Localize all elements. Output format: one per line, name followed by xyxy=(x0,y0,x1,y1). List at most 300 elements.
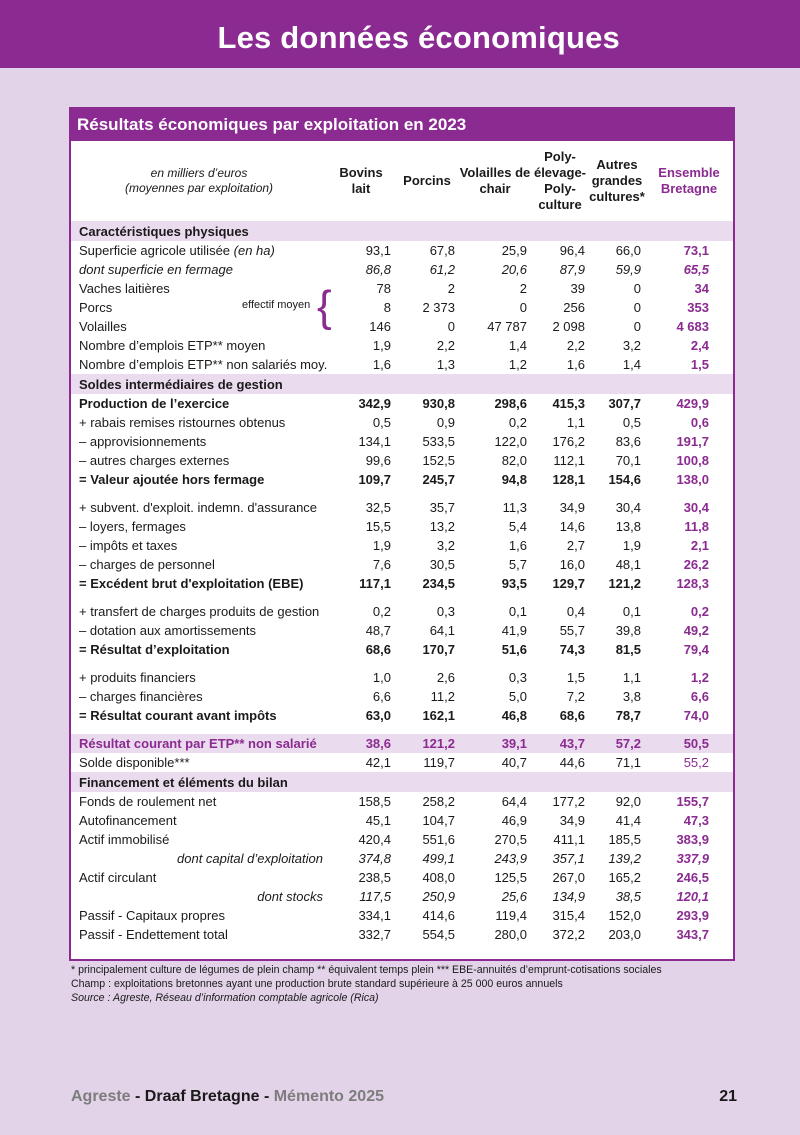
cell-value xyxy=(327,772,395,792)
cell-value: 57,2 xyxy=(589,734,645,753)
cell-value: 2 xyxy=(519,281,527,296)
cell-ensemble: 0,6 xyxy=(690,415,709,430)
cell-value: 5,4 xyxy=(508,519,527,534)
cell-ensemble: 2,4 xyxy=(690,338,709,353)
cell-value xyxy=(589,221,645,241)
cell-value: 2,2 xyxy=(566,338,585,353)
cell-value: 82,0 xyxy=(501,453,527,468)
row-label: Solde disponible*** xyxy=(79,755,190,770)
cell-value: 39,1 xyxy=(459,734,531,753)
row-spacer xyxy=(71,659,733,668)
row-label: Fonds de roulement net xyxy=(79,794,217,809)
cell-value: 48,7 xyxy=(365,623,391,638)
cell-ensemble: 4 683 xyxy=(676,319,709,334)
cell-value xyxy=(327,221,395,241)
cell-value xyxy=(531,221,589,241)
row-label: – loyers, fermages xyxy=(79,519,186,534)
cell-value: 499,1 xyxy=(422,851,455,866)
cell-value: 238,5 xyxy=(358,870,391,885)
cell-value: 1,0 xyxy=(372,670,391,685)
footnote-source: Source : Agreste, Réseau d’information comptable agricole (Rica) xyxy=(71,992,379,1004)
table-row xyxy=(71,536,733,555)
cell-value: 134,9 xyxy=(552,889,585,904)
cell-value: 2,2 xyxy=(436,338,455,353)
cell-value: 0,5 xyxy=(372,415,391,430)
cell-value: 411,1 xyxy=(553,832,585,847)
table-row xyxy=(71,792,733,811)
table-row xyxy=(71,451,733,470)
cell-ensemble: 343,7 xyxy=(676,927,709,942)
cell-value: 162,1 xyxy=(422,708,455,723)
row-label: Superficie agricole utilisée (en ha) xyxy=(79,243,275,258)
cell-ensemble: 138,0 xyxy=(676,472,709,487)
cell-ensemble: 383,9 xyxy=(676,832,709,847)
col-header-autres-cultures: Autres grandes cultures* xyxy=(589,157,645,204)
cell-ensemble: 100,8 xyxy=(676,453,709,468)
cell-ensemble: 246,5 xyxy=(676,870,709,885)
table-row xyxy=(71,849,733,868)
cell-value: 408,0 xyxy=(422,870,455,885)
cell-ensemble: 30,4 xyxy=(683,500,709,515)
cell-ensemble: 0,2 xyxy=(690,604,709,619)
col-header-porcins: Porcins xyxy=(403,173,451,188)
cell-value xyxy=(589,374,645,394)
cell-value: 2,6 xyxy=(436,670,455,685)
cell-ensemble: 47,3 xyxy=(683,813,709,828)
cell-ensemble: 353 xyxy=(687,300,709,315)
table-row xyxy=(71,830,733,849)
cell-value: 47 787 xyxy=(487,319,527,334)
cell-value: 99,6 xyxy=(365,453,391,468)
cell-ensemble: 55,2 xyxy=(683,755,709,770)
row-label: – autres charges externes xyxy=(79,453,230,468)
cell-ensemble: 50,5 xyxy=(645,734,733,753)
table-row xyxy=(71,355,733,374)
cell-value: 30,4 xyxy=(615,500,641,515)
row-spacer xyxy=(71,725,733,734)
cell-value: 234,5 xyxy=(422,576,455,591)
cell-value: 61,2 xyxy=(429,262,455,277)
cell-value: 2 373 xyxy=(422,300,455,315)
cell-ensemble: 293,9 xyxy=(676,908,709,923)
cell-value: 1,4 xyxy=(622,357,641,372)
section-header-row xyxy=(71,374,733,394)
cell-value xyxy=(589,772,645,792)
cell-value: 66,0 xyxy=(615,243,641,258)
row-label: dont superficie en fermage xyxy=(79,262,233,277)
row-label: Nombre d’emplois ETP** non salariés moy. xyxy=(79,357,328,372)
cell-value: 0 xyxy=(447,319,455,334)
row-label: Autofinancement xyxy=(79,813,177,828)
cell-value: 165,2 xyxy=(608,870,641,885)
cell-value: 86,8 xyxy=(365,262,391,277)
cell-value: 1,9 xyxy=(372,538,391,553)
row-label: + subvent. d'exploit. indemn. d'assurance xyxy=(79,500,318,515)
cell-value: 1,3 xyxy=(436,357,455,372)
table-row xyxy=(71,298,733,317)
table-row xyxy=(71,517,733,536)
row-label: dont stocks xyxy=(257,889,323,904)
table-row xyxy=(71,470,733,489)
cell-value: 93,5 xyxy=(501,576,527,591)
table-row xyxy=(71,574,733,593)
cell-value: 83,6 xyxy=(615,434,641,449)
cell-value: 0,2 xyxy=(508,415,527,430)
cell-value: 0,2 xyxy=(372,604,391,619)
cell-value: 5,7 xyxy=(508,557,527,572)
cell-ensemble: 74,0 xyxy=(683,708,709,723)
col-header-bovins-lait: Bovins lait xyxy=(339,165,383,196)
cell-value: 30,5 xyxy=(429,557,455,572)
cell-value: 176,2 xyxy=(552,434,585,449)
row-label: – dotation aux amortissements xyxy=(79,623,257,638)
cell-value: 245,7 xyxy=(422,472,455,487)
cell-value: 39,8 xyxy=(615,623,641,638)
cell-value: 152,5 xyxy=(422,453,455,468)
page-number: 21 xyxy=(719,1088,737,1105)
cell-value: 154,6 xyxy=(608,472,641,487)
cell-value: 334,1 xyxy=(358,908,391,923)
cell-value: 158,5 xyxy=(358,794,391,809)
row-label: = Valeur ajoutée hors fermage xyxy=(79,472,265,487)
cell-value: 45,1 xyxy=(365,813,391,828)
page-title: Les données économiques xyxy=(217,20,620,55)
row-label: + produits financiers xyxy=(79,670,196,685)
section-header-row xyxy=(71,221,733,241)
col-header-volailles: Volailles de chair xyxy=(459,165,531,196)
row-label: Soldes intermédiaires de gestion xyxy=(71,374,327,394)
cell-value: 415,3 xyxy=(552,396,585,411)
footnotes xyxy=(71,963,662,1005)
table-row xyxy=(71,336,733,355)
cell-value: 551,6 xyxy=(422,832,455,847)
cell-value: 41,4 xyxy=(615,813,641,828)
table-row xyxy=(71,432,733,451)
cell-value xyxy=(395,374,459,394)
cell-ensemble: 191,7 xyxy=(676,434,709,449)
cell-value: 46,8 xyxy=(501,708,527,723)
table-row xyxy=(71,640,733,659)
cell-value: 64,1 xyxy=(429,623,455,638)
cell-value: 51,6 xyxy=(501,642,527,657)
page-banner xyxy=(0,0,800,68)
row-label: Caractéristiques physiques xyxy=(71,221,327,241)
row-label: Vaches laitières xyxy=(79,281,170,296)
cell-value: 267,0 xyxy=(552,870,585,885)
cell-value: 1,4 xyxy=(508,338,527,353)
table-row xyxy=(71,887,733,906)
row-label: – approvisionnements xyxy=(79,434,207,449)
row-label: Financement et éléments du bilan xyxy=(71,772,327,792)
cell-ensemble: 1,5 xyxy=(690,357,709,372)
cell-value: 74,3 xyxy=(559,642,585,657)
cell-value: 112,1 xyxy=(553,453,585,468)
cell-value: 2 098 xyxy=(552,319,585,334)
cell-value: 280,0 xyxy=(494,927,527,942)
cell-value: 1,6 xyxy=(508,538,527,553)
results-table xyxy=(71,141,733,944)
cell-value xyxy=(459,772,531,792)
table-row xyxy=(71,868,733,887)
row-label: Nombre d’emplois ETP** moyen xyxy=(79,338,266,353)
cell-value: 258,2 xyxy=(422,794,455,809)
cell-value: 8 xyxy=(383,300,391,315)
cell-value: 930,8 xyxy=(422,396,455,411)
cell-ensemble xyxy=(645,221,733,241)
cell-ensemble xyxy=(645,374,733,394)
cell-value: 307,7 xyxy=(608,396,641,411)
row-label: Porcs effectif moyen { xyxy=(79,282,332,331)
table-row xyxy=(71,811,733,830)
cell-value: 13,2 xyxy=(429,519,455,534)
cell-value: 1,1 xyxy=(622,670,641,685)
cell-value: 533,5 xyxy=(422,434,455,449)
cell-value: 7,2 xyxy=(566,689,585,704)
cell-value: 270,5 xyxy=(494,832,527,847)
row-label: = Excédent brut d'exploitation (EBE) xyxy=(79,576,304,591)
row-label: Passif - Capitaux propres xyxy=(79,908,225,923)
cell-value: 134,1 xyxy=(358,434,391,449)
cell-value: 1,1 xyxy=(566,415,585,430)
row-label: dont capital d’exploitation xyxy=(177,851,323,866)
cell-value: 32,5 xyxy=(365,500,391,515)
table-row xyxy=(71,394,733,413)
cell-value: 119,7 xyxy=(423,755,455,770)
cell-ensemble: 26,2 xyxy=(683,557,709,572)
row-label: – charges de personnel xyxy=(79,557,215,572)
cell-value: 13,8 xyxy=(615,519,641,534)
cell-value: 554,5 xyxy=(422,927,455,942)
cell-value: 92,0 xyxy=(615,794,641,809)
cell-value: 203,0 xyxy=(608,927,641,942)
cell-value: 0 xyxy=(633,300,641,315)
cell-value: 34,9 xyxy=(559,813,585,828)
table-row xyxy=(71,602,733,621)
cell-value: 0 xyxy=(633,281,641,296)
cell-ensemble: 337,9 xyxy=(676,851,709,866)
cell-value: 1,2 xyxy=(508,357,527,372)
cell-value: 40,7 xyxy=(501,755,527,770)
cell-ensemble: 79,4 xyxy=(683,642,709,657)
cell-value: 372,2 xyxy=(552,927,585,942)
table-row xyxy=(71,413,733,432)
cell-ensemble xyxy=(645,772,733,792)
unit-header: en milliers d’euros (moyennes par exploitation) xyxy=(124,166,274,195)
cell-value: 70,1 xyxy=(615,453,641,468)
row-label: Volailles xyxy=(79,319,127,334)
row-label: Production de l’exercice xyxy=(79,396,230,411)
cell-value: 6,6 xyxy=(372,689,391,704)
table-row xyxy=(71,734,733,753)
cell-ensemble: 73,1 xyxy=(683,243,709,258)
cell-value: 0,3 xyxy=(508,670,527,685)
cell-value: 11,3 xyxy=(502,500,527,515)
cell-value xyxy=(459,374,531,394)
cell-value: 81,5 xyxy=(615,642,641,657)
section-header-row xyxy=(71,772,733,792)
cell-ensemble: 429,9 xyxy=(676,396,709,411)
cell-value: 94,8 xyxy=(501,472,527,487)
cell-value: 11,2 xyxy=(430,689,455,704)
cell-value: 315,4 xyxy=(552,908,585,923)
cell-value: 374,8 xyxy=(358,851,391,866)
cell-value: 139,2 xyxy=(608,851,641,866)
cell-value: 64,4 xyxy=(501,794,527,809)
cell-value: 342,9 xyxy=(358,396,391,411)
cell-ensemble: 1,2 xyxy=(690,670,709,685)
cell-ensemble: 155,7 xyxy=(676,794,709,809)
cell-value: 15,5 xyxy=(365,519,391,534)
table-row xyxy=(71,925,733,944)
cell-value: 78,7 xyxy=(615,708,641,723)
effectif-moyen-label: effectif moyen xyxy=(242,299,311,311)
cell-value: 43,7 xyxy=(531,734,589,753)
cell-value: 420,4 xyxy=(358,832,391,847)
table-row xyxy=(71,498,733,517)
cell-value: 104,7 xyxy=(422,813,455,828)
cell-value: 0,9 xyxy=(436,415,455,430)
cell-value xyxy=(531,374,589,394)
cell-value: 177,2 xyxy=(552,794,585,809)
cell-value xyxy=(395,221,459,241)
cell-ensemble: 65,5 xyxy=(683,262,709,277)
table-row xyxy=(71,279,733,298)
cell-value: 117,5 xyxy=(359,889,391,904)
row-label: Passif - Endettement total xyxy=(79,927,228,942)
table-row xyxy=(71,241,733,260)
cell-ensemble: 49,2 xyxy=(683,623,709,638)
table-row xyxy=(71,687,733,706)
cell-value: 109,7 xyxy=(358,472,391,487)
row-label: + transfert de charges produits de gestion xyxy=(79,604,320,619)
cell-value: 34,9 xyxy=(559,500,585,515)
cell-value: 146 xyxy=(369,319,391,334)
cell-value: 357,1 xyxy=(552,851,585,866)
table-row xyxy=(71,706,733,725)
cell-value: 46,9 xyxy=(501,813,527,828)
cell-value: 298,6 xyxy=(494,396,527,411)
col-header-polyelevage: Poly- élevage- Poly- culture xyxy=(533,149,587,212)
cell-value: 128,1 xyxy=(552,472,585,487)
cell-value: 63,0 xyxy=(365,708,391,723)
cell-value: 3,8 xyxy=(622,689,641,704)
cell-ensemble: 2,1 xyxy=(690,538,709,553)
cell-value: 25,6 xyxy=(501,889,527,904)
cell-value: 3,2 xyxy=(436,538,455,553)
cell-value: 117,1 xyxy=(359,576,391,591)
table-row xyxy=(71,555,733,574)
cell-value: 185,5 xyxy=(608,832,641,847)
cell-value: 250,9 xyxy=(422,889,455,904)
cell-value: 68,6 xyxy=(365,642,391,657)
cell-ensemble: 11,8 xyxy=(684,519,709,534)
cell-value: 121,2 xyxy=(608,576,641,591)
page-footer: Agreste - Draaf Bretagne - Mémento 2025 xyxy=(71,1088,384,1105)
cell-value: 55,7 xyxy=(559,623,585,638)
cell-value: 332,7 xyxy=(358,927,391,942)
cell-value: 152,0 xyxy=(608,908,641,923)
cell-value: 68,6 xyxy=(559,708,585,723)
cell-value: 38,5 xyxy=(615,889,641,904)
cell-value xyxy=(395,772,459,792)
cell-value: 129,7 xyxy=(552,576,585,591)
cell-value: 71,1 xyxy=(615,755,641,770)
row-spacer xyxy=(71,489,733,498)
cell-value: 41,9 xyxy=(501,623,527,638)
cell-value: 256 xyxy=(563,300,585,315)
cell-value: 414,6 xyxy=(422,908,455,923)
cell-value: 38,6 xyxy=(327,734,395,753)
cell-value: 1,5 xyxy=(566,670,585,685)
cell-value xyxy=(531,772,589,792)
results-panel xyxy=(69,107,735,961)
table-row xyxy=(71,906,733,925)
cell-value: 48,1 xyxy=(615,557,641,572)
cell-value: 0,1 xyxy=(622,604,641,619)
cell-ensemble: 34 xyxy=(694,281,709,296)
table-row xyxy=(71,621,733,640)
cell-value xyxy=(327,374,395,394)
row-label: + rabais remises ristournes obtenus xyxy=(79,415,286,430)
table-row xyxy=(71,668,733,687)
row-label: = Résultat courant avant impôts xyxy=(79,708,277,723)
cell-value: 3,2 xyxy=(622,338,641,353)
row-label: Résultat courant par ETP** non salarié xyxy=(71,734,327,753)
row-label: – impôts et taxes xyxy=(79,538,178,553)
cell-value xyxy=(459,221,531,241)
cell-value: 2,7 xyxy=(566,538,585,553)
cell-value: 93,1 xyxy=(365,243,391,258)
cell-value: 5,0 xyxy=(508,689,527,704)
table-row xyxy=(71,317,733,336)
row-label: Actif circulant xyxy=(79,870,157,885)
footnote-scope: Champ : exploitations bretonnes ayant une production brute standard supérieure à 25 000 euros annuels xyxy=(71,978,563,990)
cell-value: 0,5 xyxy=(622,415,641,430)
cell-value: 78 xyxy=(376,281,391,296)
cell-value: 96,4 xyxy=(559,243,585,258)
cell-value: 1,9 xyxy=(372,338,391,353)
cell-value: 67,8 xyxy=(429,243,455,258)
table-row xyxy=(71,260,733,279)
cell-value: 35,7 xyxy=(429,500,455,515)
table-title: Résultats économiques par exploitation en 2023 xyxy=(71,109,733,141)
cell-value: 0,3 xyxy=(436,604,455,619)
cell-value: 0 xyxy=(633,319,641,334)
cell-value: 7,6 xyxy=(372,557,391,572)
cell-value: 44,6 xyxy=(559,755,585,770)
cell-value: 2 xyxy=(447,281,455,296)
cell-value: 20,6 xyxy=(501,262,527,277)
table-row xyxy=(71,753,733,772)
cell-value: 14,6 xyxy=(559,519,585,534)
row-spacer xyxy=(71,593,733,602)
cell-value: 121,2 xyxy=(395,734,459,753)
row-label: Actif immobilisé xyxy=(79,832,170,847)
cell-value: 0,4 xyxy=(566,604,585,619)
cell-ensemble: 120,1 xyxy=(676,889,709,904)
cell-value: 16,0 xyxy=(559,557,585,572)
col-header-ensemble-bretagne: Ensemble Bretagne xyxy=(658,165,720,196)
cell-ensemble: 128,3 xyxy=(676,576,709,591)
cell-value: 87,9 xyxy=(559,262,585,277)
cell-value: 0,1 xyxy=(508,604,527,619)
cell-value: 1,9 xyxy=(622,538,641,553)
cell-value: 42,1 xyxy=(365,755,391,770)
row-label: – charges financières xyxy=(79,689,203,704)
cell-value: 170,7 xyxy=(422,642,455,657)
cell-ensemble: 6,6 xyxy=(690,689,709,704)
cell-value: 122,0 xyxy=(494,434,527,449)
